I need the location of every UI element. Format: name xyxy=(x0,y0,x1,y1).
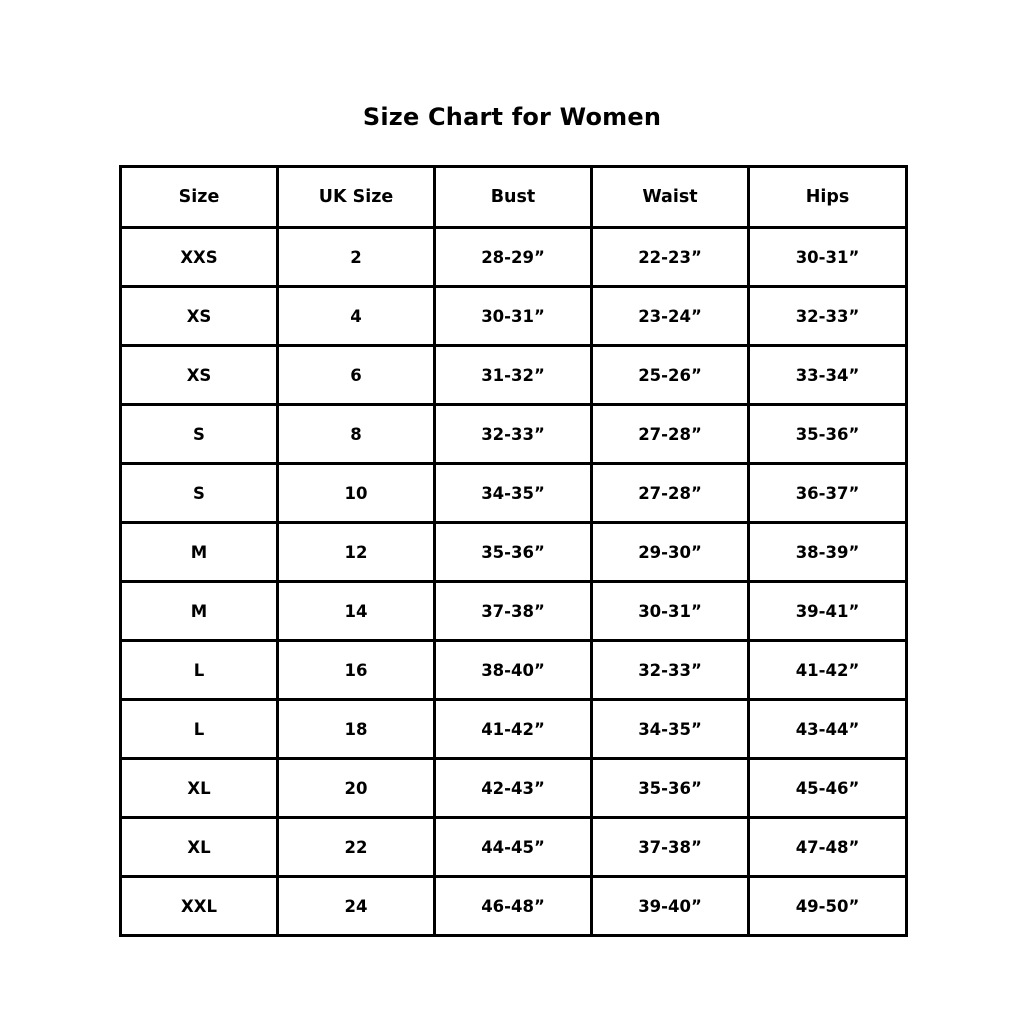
cell-hips: 47-48” xyxy=(749,818,907,877)
cell-waist: 35-36” xyxy=(592,759,749,818)
cell-bust: 46-48” xyxy=(435,877,592,936)
cell-uk-size: 14 xyxy=(278,582,435,641)
table-row xyxy=(121,582,907,641)
table-row xyxy=(121,464,907,523)
cell-bust: 32-33” xyxy=(435,405,592,464)
cell-size: XS xyxy=(121,287,278,346)
table-header-row xyxy=(121,167,907,228)
cell-uk-size: 12 xyxy=(278,523,435,582)
cell-waist: 29-30” xyxy=(592,523,749,582)
cell-size: XL xyxy=(121,759,278,818)
page-title: Size Chart for Women xyxy=(362,103,662,131)
table-header xyxy=(121,167,907,228)
column-header-uk-size: UK Size xyxy=(278,167,435,228)
table-row xyxy=(121,759,907,818)
cell-uk-size: 10 xyxy=(278,464,435,523)
table-row xyxy=(121,641,907,700)
cell-hips: 35-36” xyxy=(749,405,907,464)
column-header-waist: Waist xyxy=(592,167,749,228)
cell-uk-size: 4 xyxy=(278,287,435,346)
cell-bust: 42-43” xyxy=(435,759,592,818)
table-row xyxy=(121,228,907,287)
cell-bust: 38-40” xyxy=(435,641,592,700)
cell-bust: 31-32” xyxy=(435,346,592,405)
cell-waist: 27-28” xyxy=(592,464,749,523)
cell-size: L xyxy=(121,700,278,759)
column-header-size: Size xyxy=(121,167,278,228)
cell-uk-size: 2 xyxy=(278,228,435,287)
table-row xyxy=(121,523,907,582)
table-row xyxy=(121,346,907,405)
cell-bust: 37-38” xyxy=(435,582,592,641)
table-body xyxy=(121,228,907,936)
cell-hips: 49-50” xyxy=(749,877,907,936)
cell-waist: 25-26” xyxy=(592,346,749,405)
size-chart-table-container xyxy=(119,165,905,937)
cell-size: M xyxy=(121,582,278,641)
cell-bust: 34-35” xyxy=(435,464,592,523)
cell-size: XXS xyxy=(121,228,278,287)
cell-waist: 27-28” xyxy=(592,405,749,464)
table-row xyxy=(121,877,907,936)
cell-waist: 37-38” xyxy=(592,818,749,877)
cell-uk-size: 22 xyxy=(278,818,435,877)
cell-size: S xyxy=(121,464,278,523)
column-header-hips: Hips xyxy=(749,167,907,228)
cell-waist: 32-33” xyxy=(592,641,749,700)
cell-bust: 28-29” xyxy=(435,228,592,287)
cell-uk-size: 20 xyxy=(278,759,435,818)
cell-bust: 41-42” xyxy=(435,700,592,759)
table-row xyxy=(121,700,907,759)
table-row xyxy=(121,405,907,464)
cell-bust: 35-36” xyxy=(435,523,592,582)
cell-bust: 30-31” xyxy=(435,287,592,346)
cell-hips: 36-37” xyxy=(749,464,907,523)
cell-bust: 44-45” xyxy=(435,818,592,877)
cell-waist: 23-24” xyxy=(592,287,749,346)
cell-hips: 30-31” xyxy=(749,228,907,287)
cell-size: XL xyxy=(121,818,278,877)
cell-hips: 32-33” xyxy=(749,287,907,346)
cell-uk-size: 18 xyxy=(278,700,435,759)
cell-waist: 39-40” xyxy=(592,877,749,936)
cell-uk-size: 6 xyxy=(278,346,435,405)
size-chart-table xyxy=(119,165,908,937)
cell-size: XS xyxy=(121,346,278,405)
cell-hips: 43-44” xyxy=(749,700,907,759)
cell-waist: 34-35” xyxy=(592,700,749,759)
cell-size: XXL xyxy=(121,877,278,936)
cell-hips: 41-42” xyxy=(749,641,907,700)
cell-hips: 45-46” xyxy=(749,759,907,818)
column-header-bust: Bust xyxy=(435,167,592,228)
cell-waist: 22-23” xyxy=(592,228,749,287)
cell-hips: 39-41” xyxy=(749,582,907,641)
cell-waist: 30-31” xyxy=(592,582,749,641)
cell-hips: 38-39” xyxy=(749,523,907,582)
cell-uk-size: 8 xyxy=(278,405,435,464)
cell-uk-size: 24 xyxy=(278,877,435,936)
cell-size: M xyxy=(121,523,278,582)
cell-uk-size: 16 xyxy=(278,641,435,700)
table-row xyxy=(121,818,907,877)
cell-size: L xyxy=(121,641,278,700)
cell-size: S xyxy=(121,405,278,464)
table-row xyxy=(121,287,907,346)
cell-hips: 33-34” xyxy=(749,346,907,405)
